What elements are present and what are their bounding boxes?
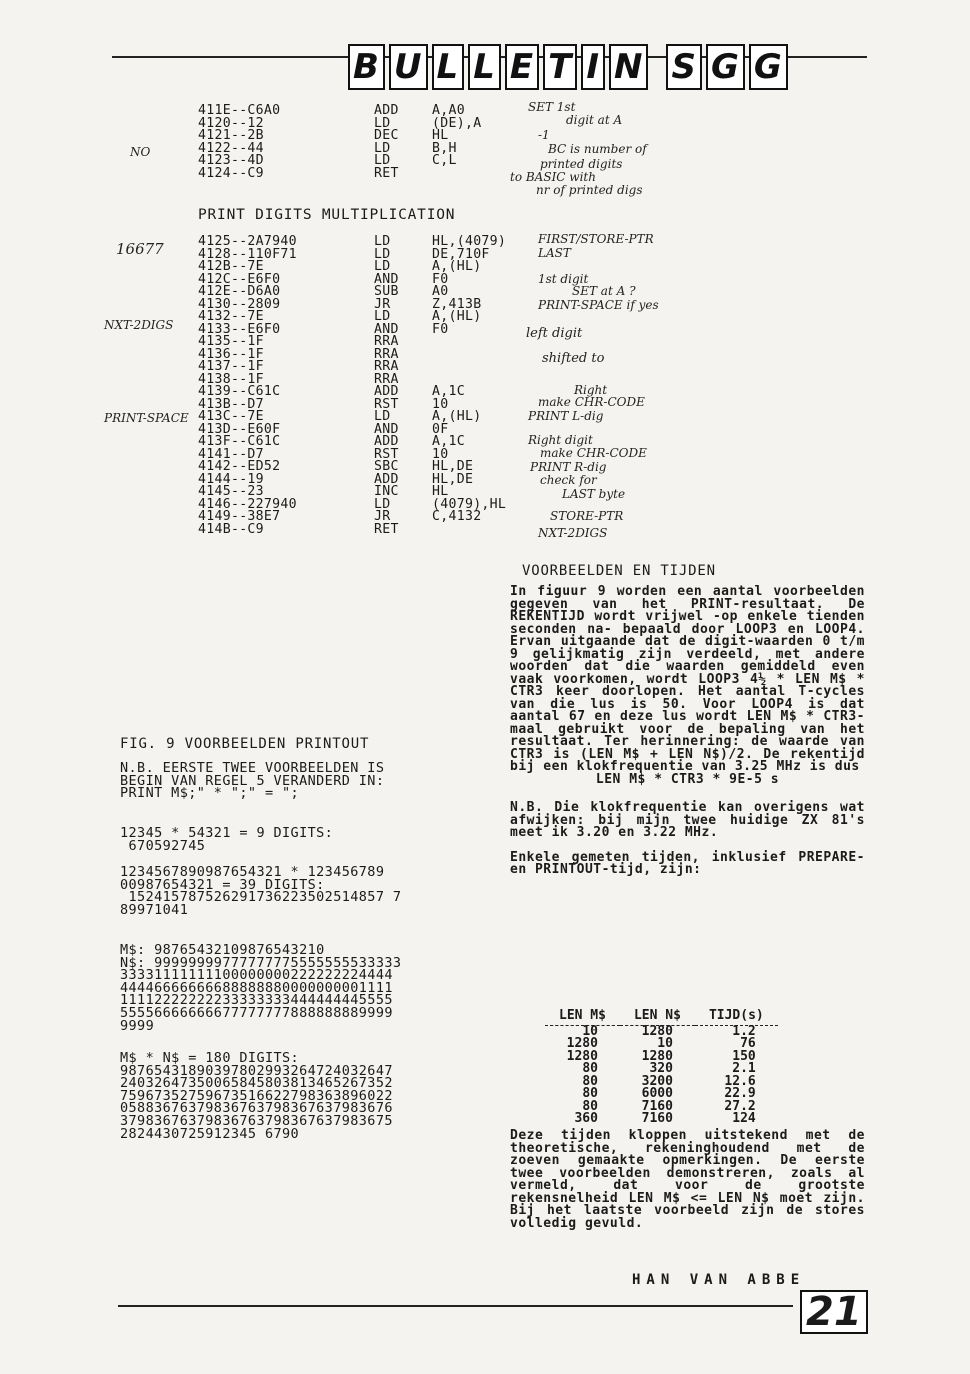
asm-arg: HL,(4079) — [432, 234, 507, 249]
asm-addr: 412B--7E — [198, 259, 264, 274]
bottom-rule — [118, 1305, 793, 1307]
asm-arg: DE,710F — [432, 246, 490, 262]
table-cell: 6000 — [641, 1086, 673, 1101]
asm-arg: B,H — [432, 140, 457, 156]
asm-op: LD — [374, 409, 391, 424]
asm-addr: 4138--1F — [198, 371, 264, 387]
asm-op: JR — [374, 509, 391, 524]
handwritten-note: PRINT-SPACE if yes — [538, 298, 659, 312]
asm-op: AND — [374, 321, 399, 337]
asm-addr: 4122--44 — [198, 140, 264, 156]
banner-letter: L — [432, 44, 465, 90]
timing-table — [545, 1010, 778, 1126]
asm-op: LD — [374, 496, 391, 512]
table-cell: 10 — [657, 1036, 673, 1051]
printout-block: N.B. EERSTE TWEE VOORBEELDEN IS BEGIN VAN REGEL 5 VERANDERD IN: PRINT M$;" * ";" = "; — [120, 760, 385, 802]
banner-letter: T — [543, 44, 577, 90]
asm-op: SUB — [374, 284, 399, 299]
handwritten-note: PRINT-SPACE — [104, 411, 189, 425]
table-header: LEN N$ — [620, 1010, 695, 1025]
asm-arg: F0 — [432, 271, 449, 287]
asm-arg: 10 — [432, 396, 449, 412]
table-cell: 12.6 — [724, 1073, 756, 1089]
asm-op: LD — [374, 309, 391, 324]
asm-addr: 4137--1F — [198, 359, 264, 374]
asm-arg: (DE),A — [432, 115, 482, 131]
asm-op: RRA — [374, 334, 399, 349]
asm-arg: HL,DE — [432, 459, 474, 474]
figure-title: FIG. 9 VOORBEELDEN PRINTOUT — [120, 736, 370, 752]
handwritten-note: 16677 — [116, 240, 164, 258]
asm-addr: 4125--2A7940 — [198, 234, 297, 249]
asm-op: AND — [374, 271, 399, 287]
author-name: HAN VAN ABBE — [632, 1272, 806, 1288]
handwritten-note: Right digit — [528, 433, 593, 447]
table-cell: 1280 — [641, 1048, 673, 1064]
handwritten-note: SET at A ? — [572, 284, 636, 298]
asm-addr: 412C--E6F0 — [198, 271, 281, 287]
handwritten-note: digit at A — [566, 113, 623, 127]
banner-letter: E — [505, 44, 539, 90]
asm-op: INC — [374, 484, 399, 499]
table-body — [545, 1025, 778, 1126]
printout-block: M$ * N$ = 180 DIGITS: 98765431890397802993264724032647 24032647350065845803813465267352 75967352759673516622798363896022 05883676379836763798367637983676 37983676379836763798367637983675 2824430725912345 6790 — [120, 1050, 393, 1142]
right-section-title: VOORBEELDEN EN TIJDEN — [522, 563, 716, 579]
asm-arg: A0 — [432, 284, 449, 299]
handwritten-note: STORE-PTR — [550, 509, 624, 523]
table-row — [545, 1113, 778, 1126]
asm-arg: HL — [432, 484, 449, 499]
handwritten-note: 1st digit — [538, 272, 589, 286]
banner-letter: G — [706, 44, 745, 90]
asm-addr: 411E--C6A0 — [198, 103, 281, 118]
handwritten-note: BC is number of — [548, 142, 647, 156]
asm-line — [198, 165, 481, 181]
asm-op: ADD — [374, 471, 399, 487]
page-number: 21 — [800, 1290, 868, 1334]
asm-op: LD — [374, 115, 391, 131]
table-cell: 27.2 — [724, 1098, 756, 1114]
asm-arg: A,(HL) — [432, 309, 482, 324]
handwritten-note: PRINT R-dig — [530, 460, 607, 474]
handwritten-note: Right — [574, 383, 608, 397]
asm-arg: Z,413B — [432, 296, 482, 312]
asm-arg: HL — [432, 128, 449, 143]
asm-addr: 4144--19 — [198, 471, 264, 487]
asm-addr: 4120--12 — [198, 115, 264, 131]
table-cell: 150 — [732, 1048, 756, 1064]
asm-addr: 413C--7E — [198, 409, 264, 424]
table-cell: 3200 — [641, 1073, 673, 1089]
asm-op: RET — [374, 165, 399, 181]
banner-letter: I — [581, 44, 605, 90]
table-cell: 10 — [582, 1023, 598, 1039]
asm-op: LD — [374, 234, 391, 249]
asm-arg: 0F — [432, 421, 449, 437]
banner-letter: S — [666, 44, 702, 90]
banner-letter: G — [749, 44, 788, 90]
handwritten-note: LAST — [538, 246, 571, 260]
table-cell: 1280 — [641, 1023, 673, 1039]
paragraph: In figuur 9 worden een aantal voorbeelden gegeven van het PRINT-resultaat. De REKENTIJD wordt vrijwel -op enkele tienden seconden na- bepaald door LOOP3 en LOOP4. Ervan uitgaande dat de digit-waarden 0 t/m 9 gelijkmatig zijn verdeeld, met andere woorden dat die waarden gemiddeld even vaak voorkomen, wordt LOOP3 4½ * LEN M$ * CTR3 keer doorlopen. Het aantal T-cycles van die lus is 50. Voor LOOP4 is dat aantal 67 en deze lus wordt LEN M$ * CTR3-maal gebruikt voor de bepaling van het resultaat. Ter herinnering: de waarde van CTR3 is (LEN M$ + LEN N$)/2. De rekentijd bij een klokfrequentie van 3.25 MHz is dus — [510, 584, 865, 774]
table-cell: 80 — [582, 1061, 598, 1076]
paragraph: Deze tijden kloppen uitstekend met de theoretische, rekeninghoudend met de zoeven gemaakte opmerkingen. De eerste twee voorbeelden demonstreren, zoals al vermeld, dat voor de grootste rekensnelheid LEN M$ <= LEN N$ moet zijn. Bij het laatste voorbeeld zijn de stores volledig gevuld. — [510, 1128, 865, 1231]
handwritten-note: make CHR-CODE — [540, 446, 647, 460]
table-cell: 2.1 — [732, 1061, 756, 1076]
handwritten-note: make CHR-CODE — [538, 395, 645, 409]
asm-op: AND — [374, 421, 399, 437]
asm-op: ADD — [374, 384, 399, 399]
asm-addr: 413D--E60F — [198, 421, 281, 437]
asm-arg: 10 — [432, 446, 449, 462]
printout-block: 1234567890987654321 * 123456789 00987654321 = 39 DIGITS: 152415787526291736223502514857 7 89971041 — [120, 864, 402, 918]
table-cell: 80 — [582, 1086, 598, 1101]
asm-arg: C,L — [432, 153, 457, 168]
asm-addr: 414B--C9 — [198, 521, 264, 537]
asm-arg: A,A0 — [432, 103, 465, 118]
asm-op: SBC — [374, 459, 399, 474]
asm-addr: 4145--23 — [198, 484, 264, 499]
table-cell: 76 — [740, 1036, 756, 1051]
table-header: TIJD(s) — [695, 1010, 778, 1025]
table-cell: 124 — [732, 1111, 756, 1126]
asm-listing-top — [198, 105, 481, 180]
handwritten-note: shifted to — [542, 351, 605, 366]
table-cell: 360 — [574, 1111, 598, 1126]
banner-letter: L — [468, 44, 501, 90]
table-cell: 320 — [649, 1061, 673, 1076]
section-title: PRINT DIGITS MULTIPLICATION — [198, 207, 456, 223]
banner-letter: B — [348, 44, 385, 90]
asm-listing-main — [198, 236, 506, 536]
asm-addr: 4123--4D — [198, 153, 264, 168]
asm-addr: 4136--1F — [198, 346, 264, 362]
handwritten-note: SET 1st — [528, 100, 576, 114]
asm-addr: 4142--ED52 — [198, 459, 281, 474]
asm-op: LD — [374, 246, 391, 262]
asm-addr: 4130--2809 — [198, 296, 281, 312]
handwritten-note: printed digits — [540, 157, 623, 171]
table-cell: 7160 — [641, 1098, 673, 1114]
banner-letter: U — [389, 44, 428, 90]
asm-addr: 4146--227940 — [198, 496, 297, 512]
handwritten-note: LAST byte — [562, 487, 626, 501]
asm-op: LD — [374, 153, 391, 168]
closing-text — [510, 1130, 865, 1238]
asm-op: JR — [374, 296, 391, 312]
asm-arg: A,1C — [432, 434, 465, 449]
handwritten-note: NO — [130, 145, 151, 159]
table-cell: 80 — [582, 1098, 598, 1114]
banner-letter: N — [609, 44, 648, 90]
handwritten-note: FIRST/STORE-PTR — [538, 232, 654, 246]
asm-op: LD — [374, 259, 391, 274]
table-cell: 1280 — [566, 1048, 598, 1064]
handwritten-note: NXT-2DIGS — [104, 318, 174, 332]
asm-addr: 4133--E6F0 — [198, 321, 281, 337]
paragraph: N.B. Die klokfrequentie kan overigens wat afwijken: bij mijn twee huidige ZX 81's meet ik 3.20 en 3.22 MHz. — [510, 800, 865, 840]
asm-op: ADD — [374, 103, 399, 118]
asm-addr: 4141--D7 — [198, 446, 264, 462]
asm-addr: 4128--110F71 — [198, 246, 297, 262]
asm-arg: (4079),HL — [432, 496, 507, 512]
handwritten-note: PRINT L-dig — [528, 409, 604, 423]
handwritten-note: left digit — [526, 326, 583, 341]
paragraph: Enkele gemeten tijden, inklusief PREPARE- en PRINTOUT-tijd, zijn: — [510, 849, 865, 877]
asm-addr: 413F--C61C — [198, 434, 281, 449]
printout-block: 12345 * 54321 = 9 DIGITS: 670592745 — [120, 825, 334, 854]
asm-op: RST — [374, 396, 399, 412]
printout-block: M$: 98765432109876543210 N$: 99999999777777775555555533333 33331111111100000000222222224444 44446666666688888880000000001111 11112222222233333333444444445555 55556666666677777777888888889999 9999 — [120, 942, 402, 1034]
asm-arg: A,(HL) — [432, 409, 482, 424]
table-cell: 1280 — [566, 1036, 598, 1051]
asm-op: RST — [374, 446, 399, 462]
asm-arg: A,1C — [432, 384, 465, 399]
asm-line — [198, 521, 506, 537]
handwritten-note: to BASIC with — [510, 170, 596, 184]
asm-addr: 4132--7E — [198, 309, 264, 324]
table-header: LEN M$ — [545, 1010, 620, 1025]
asm-arg: HL,DE — [432, 471, 474, 487]
asm-op: LD — [374, 140, 391, 156]
table-cell: 7160 — [641, 1111, 673, 1126]
asm-arg: A,(HL) — [432, 259, 482, 274]
asm-addr: 4149--38E7 — [198, 509, 281, 524]
asm-op: ADD — [374, 434, 399, 449]
bulletin-sgg-banner — [338, 44, 798, 90]
handwritten-note: -1 — [538, 128, 550, 142]
handwritten-note: nr of printed digs — [536, 183, 643, 197]
asm-addr: 4124--C9 — [198, 165, 264, 181]
asm-addr: 412E--D6A0 — [198, 284, 281, 299]
asm-op: RRA — [374, 346, 399, 362]
right-text-block — [510, 586, 865, 885]
formula: LEN M$ * CTR3 * 9E-5 s — [595, 771, 780, 787]
asm-arg: F0 — [432, 321, 449, 337]
handwritten-note: NXT-2DIGS — [538, 526, 608, 540]
asm-op: RRA — [374, 371, 399, 387]
asm-addr: 4135--1F — [198, 334, 264, 349]
asm-op: DEC — [374, 128, 399, 143]
table-cell: 80 — [582, 1073, 598, 1089]
asm-op: RET — [374, 521, 399, 537]
table-cell: 1.2 — [732, 1023, 756, 1039]
asm-addr: 4121--2B — [198, 128, 264, 143]
table-cell: 22.9 — [724, 1086, 756, 1101]
asm-op: RRA — [374, 359, 399, 374]
asm-addr: 413B--D7 — [198, 396, 264, 412]
asm-arg: C,4132 — [432, 509, 482, 524]
handwritten-note: check for — [540, 473, 597, 487]
asm-addr: 4139--C61C — [198, 384, 281, 399]
